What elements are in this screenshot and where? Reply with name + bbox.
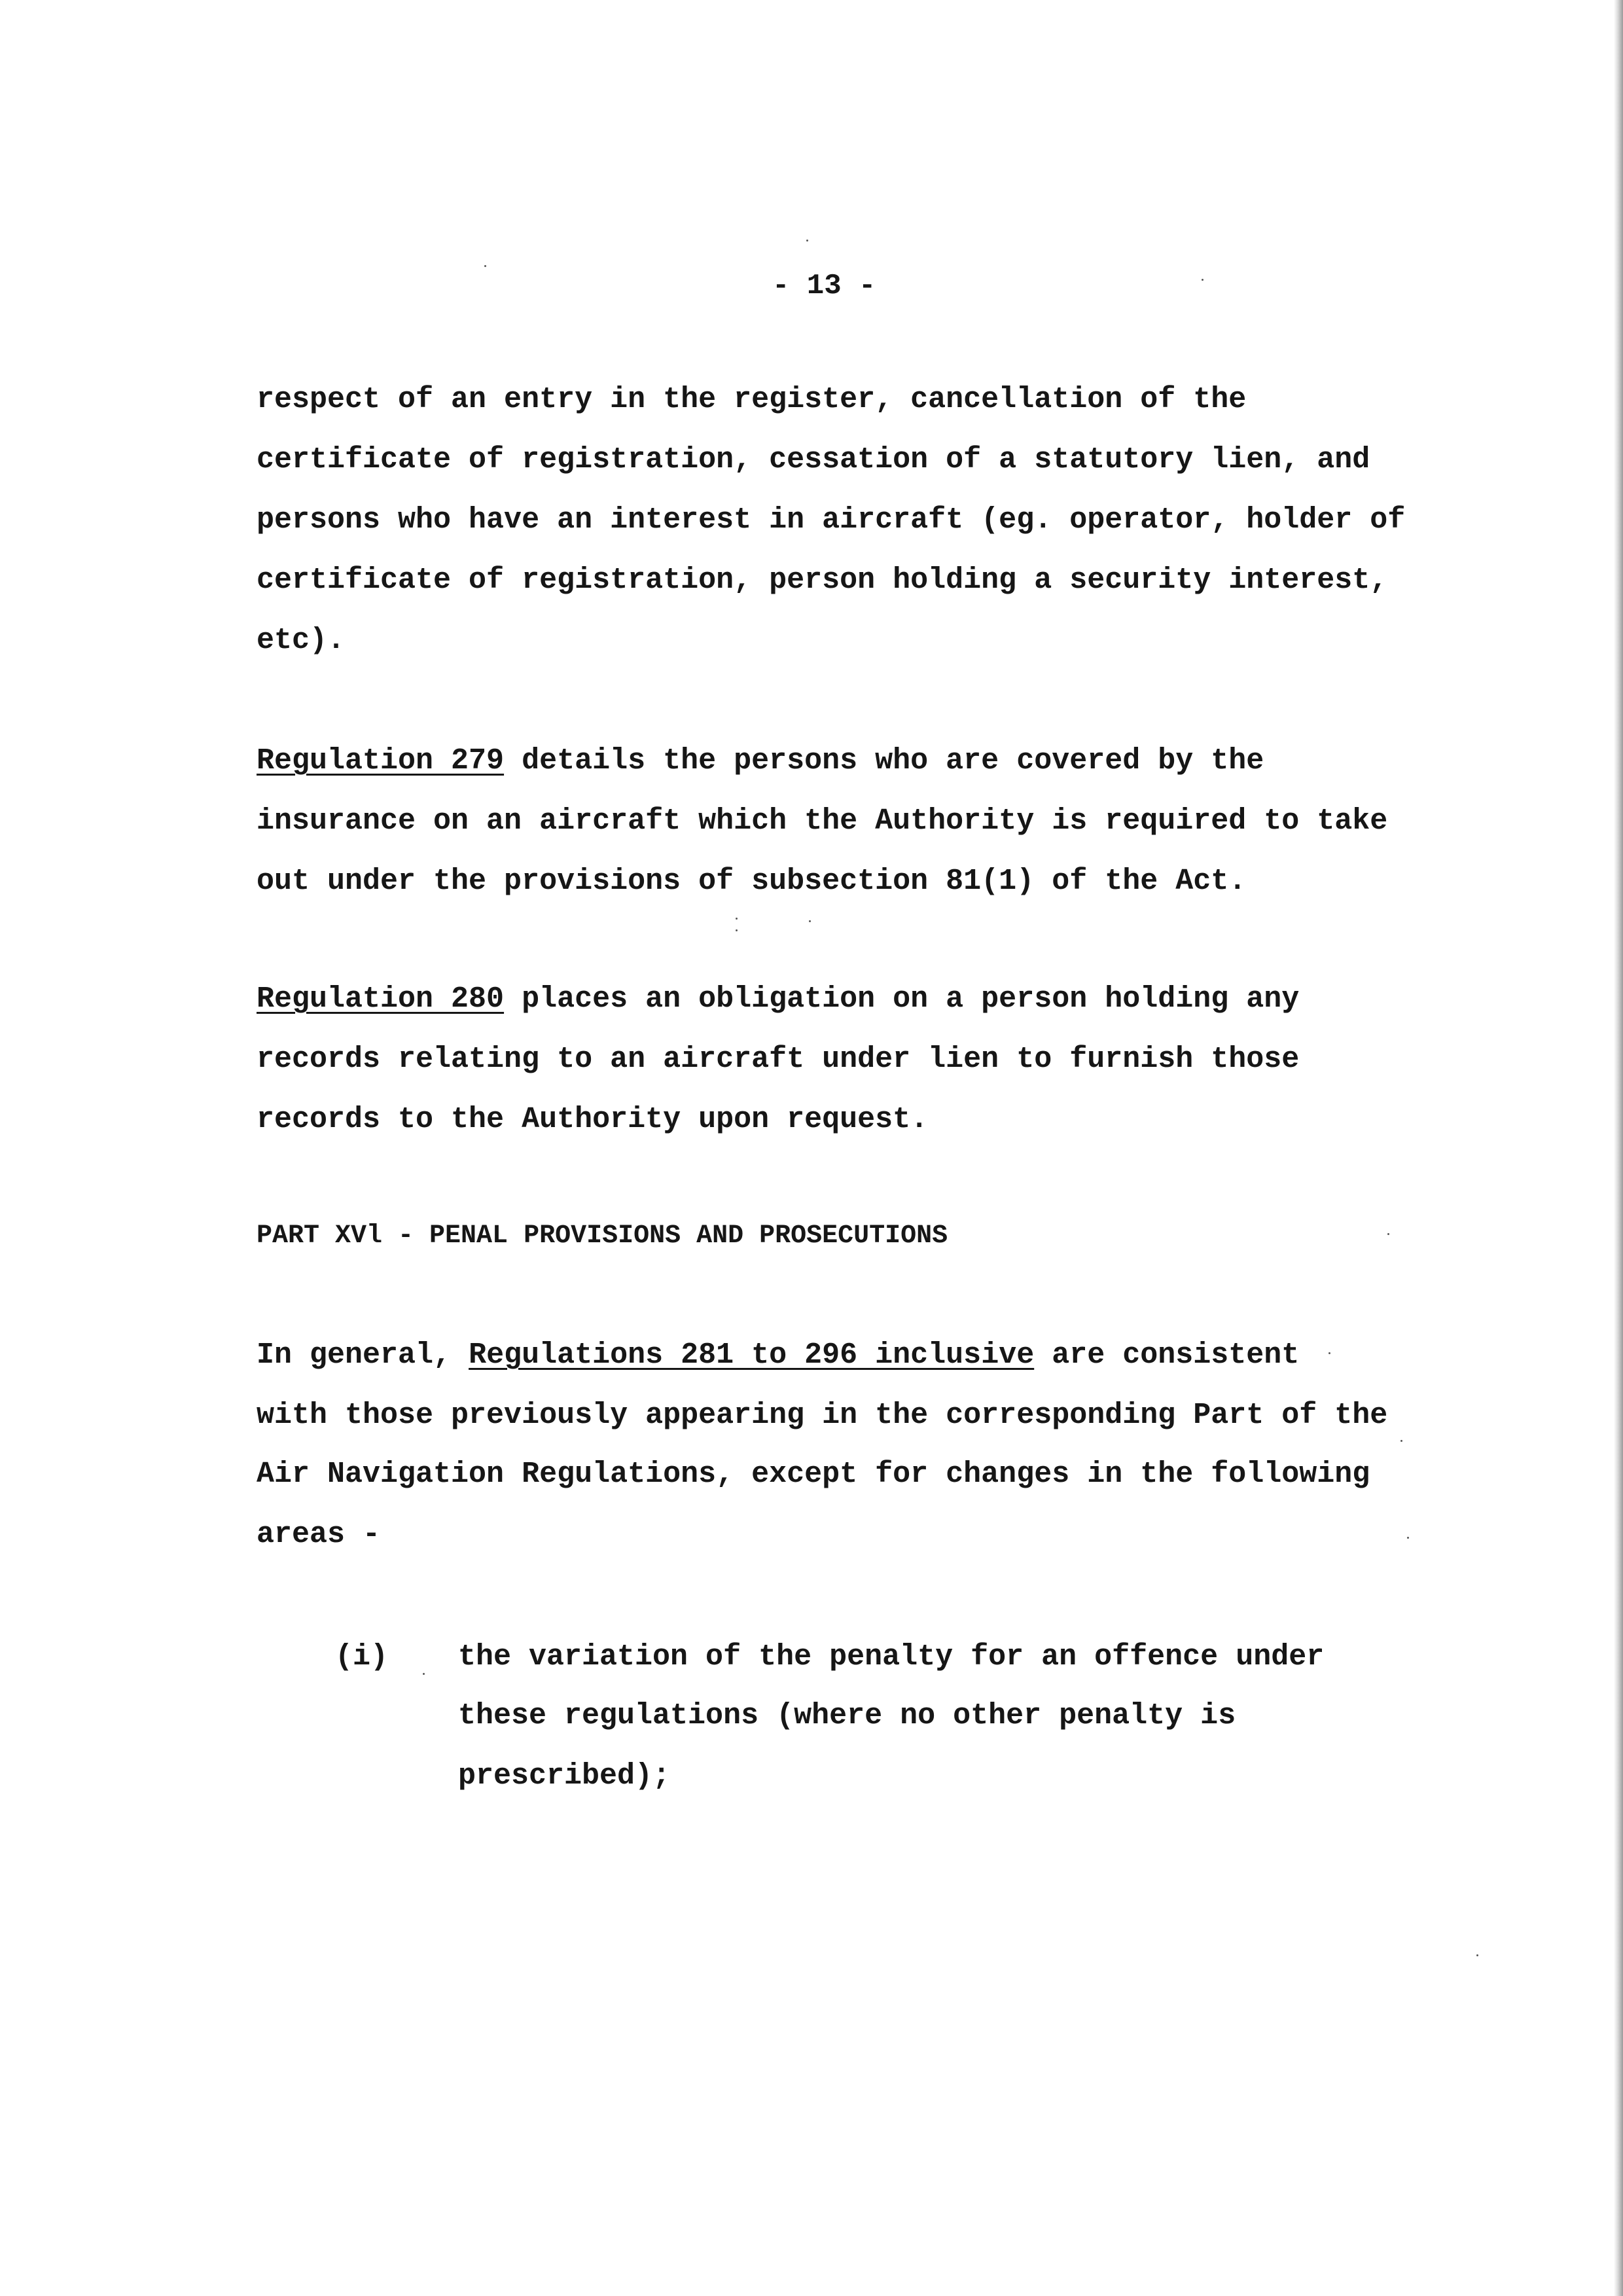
item-i-line-2: these regulations (where no other penalty is: [458, 1699, 1236, 1732]
regulation-280-ref: Regulation 280: [257, 982, 505, 1016]
scan-speck: [809, 920, 811, 922]
para4-line-3: Air Navigation Regulations, except for changes in the following: [257, 1458, 1370, 1491]
scan-speck: [806, 240, 808, 242]
page-number: - 13 -: [772, 270, 876, 302]
part-heading: PART XVl - PENAL PROVISIONS AND PROSECUTIONS: [257, 1221, 948, 1251]
scan-edge-shadow: [1614, 0, 1623, 2296]
para4-line-1: [257, 1340, 1299, 1370]
para3-line-3: records to the Authority upon request.: [257, 1103, 929, 1136]
para3-line-1-text: places an obligation on a person holding any: [504, 982, 1300, 1016]
item-i-line-1: the variation of the penalty for an offence under: [458, 1640, 1325, 1674]
regulation-279-ref: Regulation 279: [257, 744, 505, 778]
para1-line-4: certificate of registration, person holding a security interest,: [257, 564, 1388, 597]
para2-line-1-text: details the persons who are covered by the: [504, 744, 1264, 778]
para1-line-5: etc).: [257, 624, 346, 657]
regulations-281-296-ref: Regulations 281 to 296 inclusive: [469, 1338, 1035, 1372]
para4-prefix: In general,: [257, 1338, 469, 1372]
item-i-marker: (i): [335, 1640, 389, 1674]
scan-speck: [1329, 1352, 1330, 1354]
scan-speck: [423, 1673, 425, 1675]
para2-line-1: [257, 746, 1264, 776]
scan-speck: [484, 265, 486, 267]
scan-speck: [736, 929, 738, 931]
para1-line-3: persons who have an interest in aircraft (eg. operator, holder of: [257, 503, 1406, 537]
scan-speck: [1400, 1440, 1402, 1442]
para3-line-2: records relating to an aircraft under lien to furnish those: [257, 1043, 1300, 1076]
item-i-line-3: prescribed);: [458, 1759, 671, 1793]
para3-line-1: [257, 984, 1299, 1014]
scan-speck: [736, 918, 738, 920]
para2-line-3: out under the provisions of subsection 81(1) of the Act.: [257, 865, 1247, 898]
para4-line-1-text: are consistent: [1034, 1338, 1300, 1372]
para1-line-2: certificate of registration, cessation of a statutory lien, and: [257, 443, 1370, 476]
para1-line-1: respect of an entry in the register, cancellation of the: [257, 383, 1247, 416]
scan-speck: [1407, 1537, 1409, 1539]
scan-speck: [1202, 279, 1204, 281]
scan-speck: [1476, 1954, 1478, 1956]
para4-line-2: with those previously appearing in the corresponding Part of the: [257, 1399, 1388, 1432]
para4-line-4: areas -: [257, 1518, 381, 1551]
scan-speck: [1387, 1233, 1389, 1235]
para2-line-2: insurance on an aircraft which the Authority is required to take: [257, 804, 1388, 838]
